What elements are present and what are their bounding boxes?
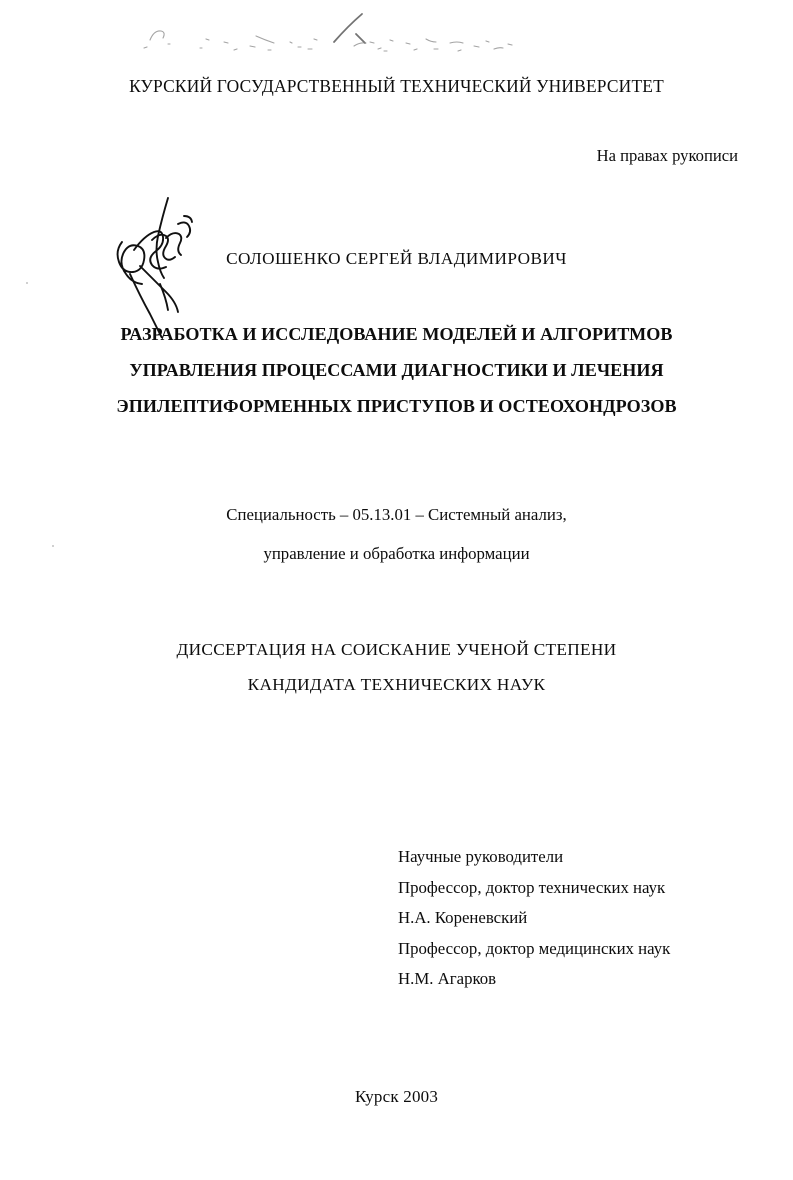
- university-name: КУРСКИЙ ГОСУДАРСТВЕННЫЙ ТЕХНИЧЕСКИЙ УНИВЕРСИТЕТ: [129, 76, 664, 96]
- title-line-1: РАЗРАБОТКА И ИССЛЕДОВАНИЕ МОДЕЛЕЙ И АЛГОРИТМОВ: [120, 324, 673, 344]
- advisor-2-name: Н.М. Агарков: [398, 969, 497, 988]
- title-line-2: УПРАВЛЕНИЯ ПРОЦЕССАМИ ДИАГНОСТИКИ И ЛЕЧЕНИЯ: [129, 360, 664, 380]
- degree-line-1: ДИССЕРТАЦИЯ НА СОИСКАНИЕ УЧЕНОЙ СТЕПЕНИ: [176, 640, 617, 659]
- degree-statement: [0, 632, 793, 702]
- dissertation-title: [0, 316, 793, 424]
- advisors-heading: Научные руководители: [398, 847, 564, 866]
- advisor-1-rank: Профессор, доктор технических наук: [398, 877, 666, 897]
- manuscript-rights-note: На правах рукописи: [596, 146, 738, 165]
- scientific-advisors-block: [398, 842, 670, 995]
- advisor-2-rank: Профессор, доктор медицинских наук: [398, 938, 671, 958]
- title-line-3: ЭПИЛЕПТИФОРМЕННЫХ ПРИСТУПОВ И ОСТЕОХОНДРОЗОВ: [116, 396, 677, 416]
- degree-line-2: КАНДИДАТА ТЕХНИЧЕСКИХ НАУК: [247, 675, 546, 694]
- scan-speck: [52, 545, 54, 547]
- advisor-1-name: Н.А. Кореневский: [398, 908, 528, 927]
- scan-speck: [26, 282, 28, 284]
- author-name: СОЛОШЕНКО СЕРГЕЙ ВЛАДИМИРОВИЧ: [226, 249, 567, 268]
- specialty-line-2: управление и обработка информации: [263, 544, 530, 563]
- place-and-year: Курск 2003: [354, 1087, 439, 1106]
- specialty-block: [0, 495, 793, 573]
- top-inscription-icon: [138, 6, 528, 54]
- specialty-line-1: Специальность – 05.13.01 – Системный анализ,: [226, 505, 567, 524]
